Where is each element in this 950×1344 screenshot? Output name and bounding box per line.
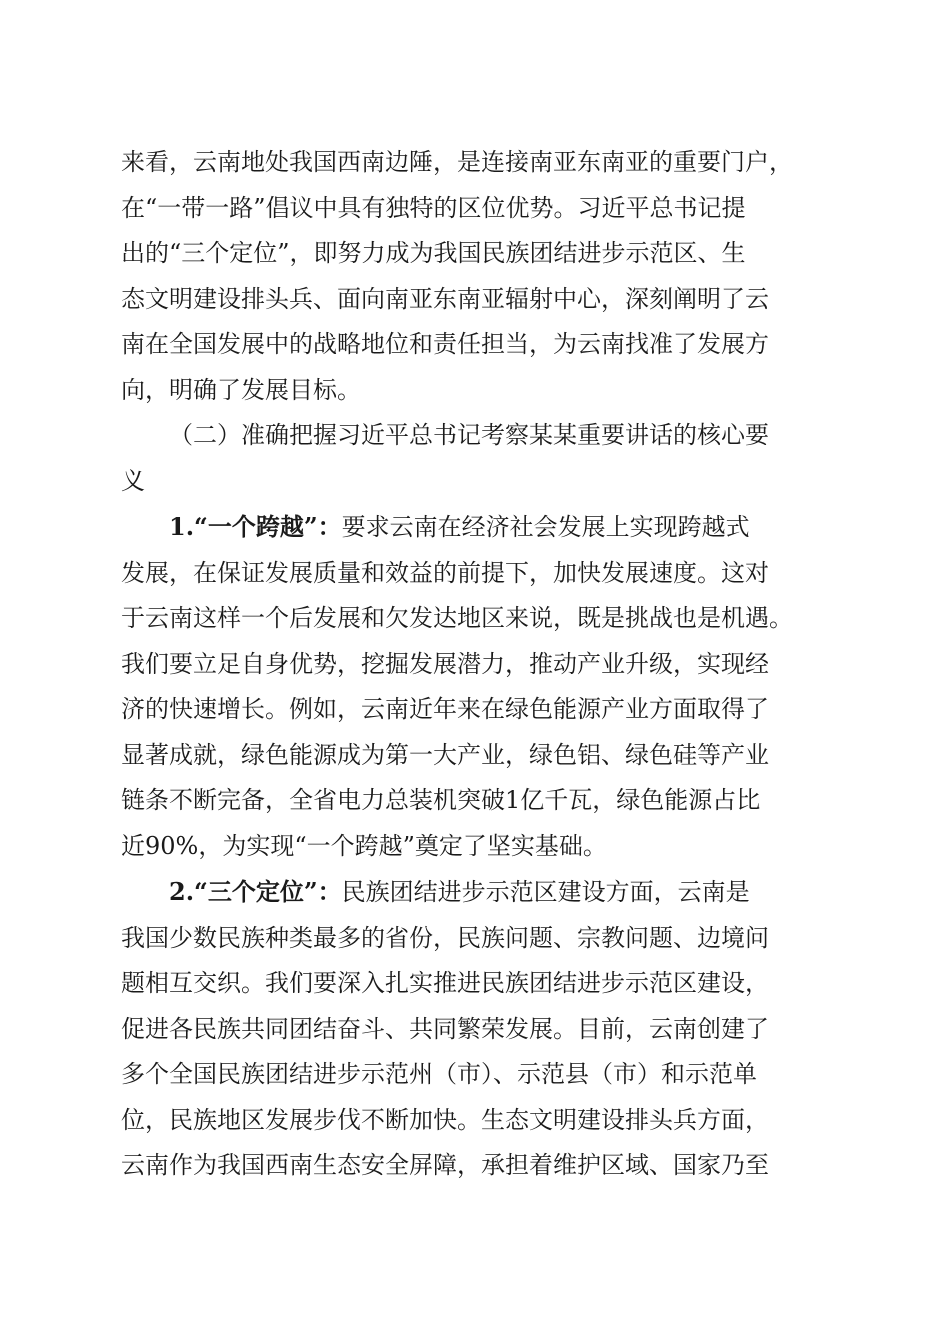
section-heading-core-essence: （二）准确把握习近平总书记考察某某重要讲话的核心要 义 xyxy=(121,421,769,495)
paragraph-location-advantage: 来看，云南地处我国西南边陲，是连接南亚东南亚的重要门户， 在“一带一路”倡议中具有独特的区位优势。习近平总书记提 出的“三个定位”，即努力成为我国民族团结进步示范区、生 态文明建设排头兵、面向南亚东南亚辐射中心，深刻阐明了云 南在全国发展中的战略地位和责任担当，为云南找准了发展方 向，明确了发展目标。 xyxy=(121,148,793,404)
paragraph-one-leap xyxy=(121,504,829,869)
item-label-three-positionings: 2.“三个定位”： xyxy=(169,877,342,906)
paragraph-three-positionings xyxy=(121,869,829,1189)
item-label-one-leap: 1.“一个跨越”： xyxy=(169,512,342,541)
item-text-one-leap: 要求云南在经济社会发展上实现跨越式 发展，在保证发展质量和效益的前提下，加快发展速度。这对 于云南这样一个后发展和欠发达地区来说，既是挑战也是机遇。 我们要立足自身优势，挖掘发展潜力，推动产业升级，实现经 济的快速增长。例如，云南近年来在绿色能源产业方面取得了 显著成就，绿色能源成为第一大产业，绿色铝、绿色硅等产业 链条不断完备，全省电力总装机突破1亿千瓦，绿色能源占比 近90%，为实现“一个跨越”奠定了坚实基础。 xyxy=(121,513,793,860)
document-body xyxy=(121,140,829,1189)
item-text-three-positionings: 民族团结进步示范区建设方面，云南是 我国少数民族种类最多的省份，民族问题、宗教问题、边境问 题相互交织。我们要深入扎实推进民族团结进步示范区建设， 促进各民族共同团结奋斗、共同繁荣发展。目前，云南创建了 多个全国民族团结进步示范州（市）、示范县（市）和示范单 位，民族地区发展步伐不断加快。生态文明建设排头兵方面， 云南作为我国西南生态安全屏障，承担着维护区域、国家乃至 xyxy=(121,878,769,1179)
